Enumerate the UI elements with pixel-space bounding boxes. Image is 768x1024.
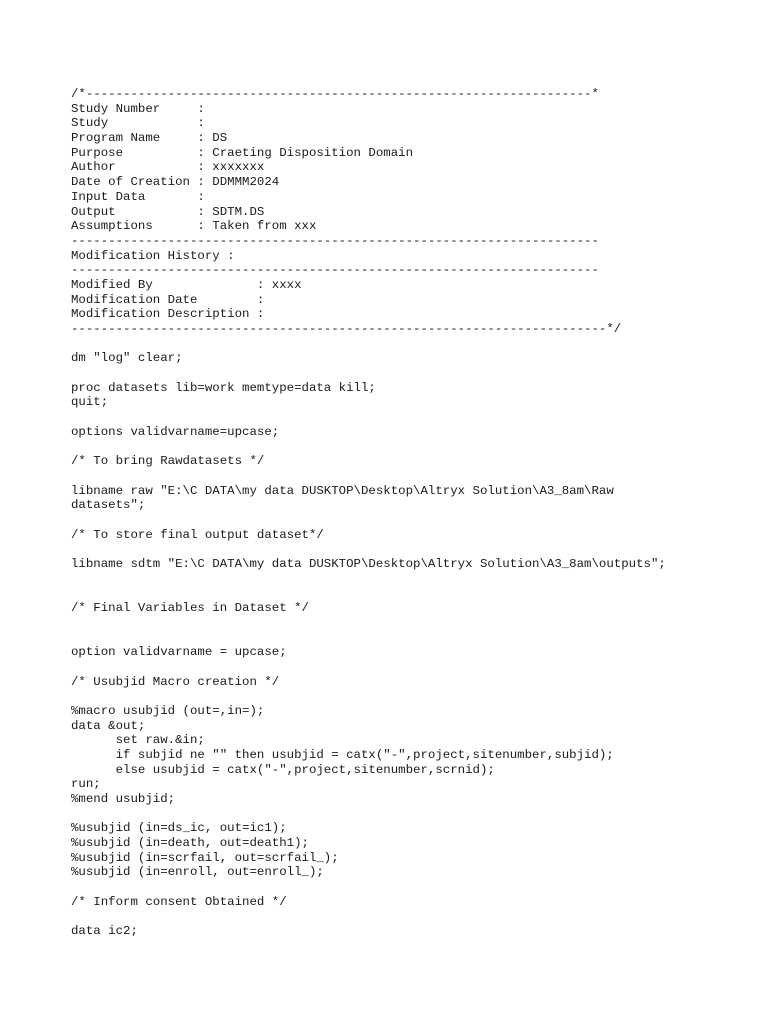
code-line: Assumptions : Taken from xxx: [71, 219, 317, 234]
code-line: data &out;: [71, 718, 146, 733]
code-line: Date of Creation : DDMMM2024: [71, 175, 280, 190]
code-line: run;: [71, 777, 101, 792]
code-line: dm "log" clear;: [71, 351, 183, 366]
code-line: datasets";: [71, 498, 146, 513]
code-line: [71, 542, 666, 557]
code-line: [71, 572, 666, 587]
code-line: [71, 880, 666, 895]
code-line: Purpose : Craeting Disposition Domain: [71, 145, 414, 160]
code-line: %usubjid (in=death, out=death1);: [71, 836, 309, 851]
code-line: libname sdtm "E:\C DATA\my data DUSKTOP\Desktop\Altryx Solution\A3_8am\outputs";: [71, 557, 666, 571]
code-line: [71, 513, 666, 528]
code-line: /* To bring Rawdatasets */: [71, 454, 265, 469]
code-line: [71, 807, 666, 822]
code-line: Input Data :: [71, 189, 205, 204]
code-line: [71, 410, 666, 425]
code-line: Program Name : DS: [71, 131, 228, 146]
code-line: [71, 586, 666, 601]
code-line: [71, 440, 666, 455]
code-line: Study Number :: [71, 101, 205, 116]
code-line: -----------------------------------------------------------------------: [71, 233, 599, 248]
code-line: ------------------------------------------------------------------------*/: [71, 322, 622, 336]
code-line: Output : SDTM.DS: [71, 204, 265, 219]
code-line: [71, 630, 666, 645]
code-line: [71, 689, 666, 704]
code-line: options validvarname=upcase;: [71, 424, 280, 439]
code-line: %macro usubjid (out=,in=);: [71, 703, 265, 718]
code-line: %mend usubjid;: [71, 792, 176, 806]
code-line: data ic2;: [71, 924, 138, 939]
code-line: [71, 616, 666, 631]
code-line: /* Usubjid Macro creation */: [71, 674, 280, 689]
code-line: Modification Date :: [71, 292, 265, 307]
code-line: Modification History :: [71, 248, 235, 263]
code-line: /*--------------------------------------------------------------------*: [71, 87, 599, 101]
code-line: %usubjid (in=enroll, out=enroll_);: [71, 865, 324, 880]
code-line: [71, 910, 666, 925]
code-line: Modification Description :: [71, 307, 265, 322]
code-line: /* To store final output dataset*/: [71, 527, 324, 542]
code-line: %usubjid (in=scrfail, out=scrfail_);: [71, 850, 339, 865]
code-line: [71, 366, 666, 381]
code-line: /* Inform consent Obtained */: [71, 894, 287, 909]
code-line: [71, 660, 666, 675]
code-line: -----------------------------------------------------------------------: [71, 263, 599, 278]
code-line: proc datasets lib=work memtype=data kill;: [71, 380, 376, 395]
code-line: [71, 337, 666, 352]
sas-program-code: [71, 87, 666, 939]
code-line: Author : xxxxxxx: [71, 160, 265, 175]
code-line: Modified By : xxxx: [71, 277, 302, 292]
code-line: option validvarname = upcase;: [71, 645, 287, 660]
code-line: Study :: [71, 116, 205, 131]
code-line: else usubjid = catx("-",project,sitenumber,scrnid);: [71, 762, 495, 777]
code-line: set raw.&in;: [71, 733, 205, 748]
code-line: quit;: [71, 395, 109, 410]
code-line: if subjid ne "" then usubjid = catx("-",project,sitenumber,subjid);: [71, 747, 614, 762]
code-line: /* Final Variables in Dataset */: [71, 601, 309, 616]
code-line: %usubjid (in=ds_ic, out=ic1);: [71, 821, 287, 836]
code-line: [71, 469, 666, 484]
code-line: libname raw "E:\C DATA\my data DUSKTOP\Desktop\Altryx Solution\A3_8am\Raw: [71, 483, 614, 498]
